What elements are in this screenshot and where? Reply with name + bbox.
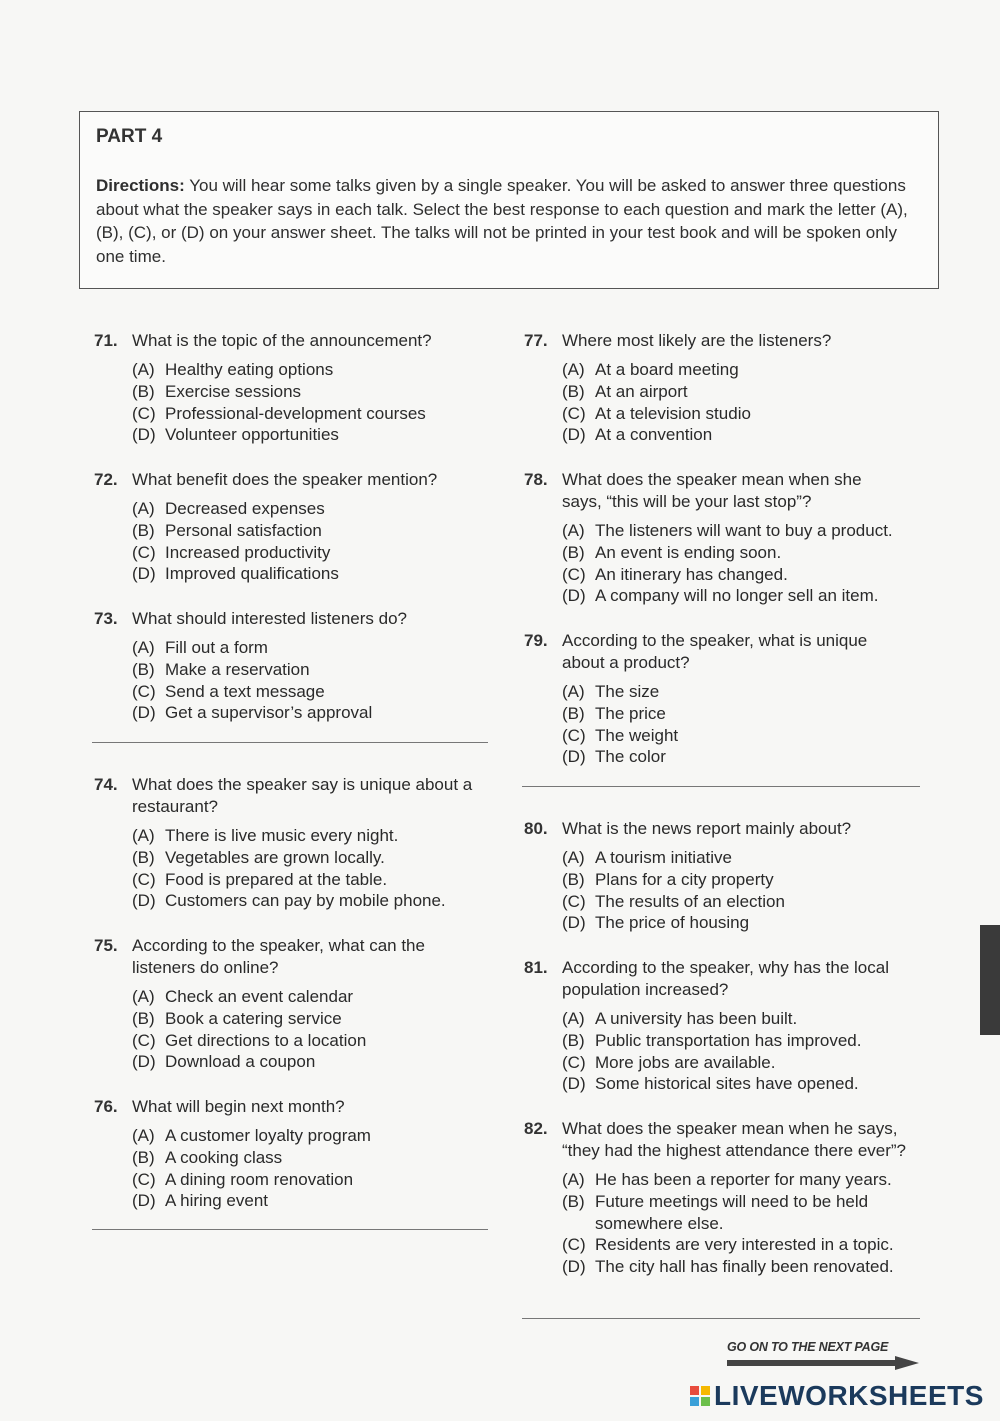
option-text: At an airport bbox=[595, 381, 688, 401]
option[interactable] bbox=[562, 681, 924, 703]
option-text: A tourism initiative bbox=[595, 848, 732, 867]
option[interactable] bbox=[132, 681, 494, 703]
option-letter: (A) bbox=[562, 848, 585, 867]
option-letter: (A) bbox=[132, 987, 155, 1006]
option-text: Get directions to a location bbox=[165, 1030, 367, 1050]
question-82 bbox=[524, 1118, 924, 1278]
question-74 bbox=[94, 774, 494, 912]
option-text: More jobs are available. bbox=[595, 1052, 776, 1072]
option-letter: (C) bbox=[562, 1052, 586, 1072]
option[interactable] bbox=[132, 1008, 494, 1030]
option-text: The size bbox=[595, 682, 660, 701]
option-text: Download a coupon bbox=[165, 1052, 316, 1072]
option-letter: (D) bbox=[562, 586, 586, 606]
option-text: The price of housing bbox=[595, 913, 750, 933]
option[interactable] bbox=[562, 725, 924, 747]
question-text: What should interested listeners do? bbox=[132, 609, 407, 628]
option-letter: (A) bbox=[132, 1126, 155, 1145]
option-letter: (D) bbox=[132, 1191, 156, 1211]
option[interactable] bbox=[132, 563, 494, 585]
option[interactable] bbox=[132, 542, 494, 564]
option-letter: (D) bbox=[132, 891, 156, 911]
divider-left-2 bbox=[92, 1229, 488, 1230]
divider-left-1 bbox=[92, 742, 488, 743]
option-text: The city hall has finally been renovated. bbox=[595, 1257, 894, 1277]
option-text: Plans for a city property bbox=[595, 869, 774, 889]
option-text: Decreased expenses bbox=[165, 499, 325, 518]
question-number: 82. bbox=[524, 1119, 548, 1138]
question-72 bbox=[94, 469, 494, 585]
option-letter: (B) bbox=[562, 869, 585, 889]
option-letter: (C) bbox=[562, 1235, 586, 1255]
brand-logo bbox=[690, 1380, 984, 1412]
option[interactable] bbox=[132, 637, 494, 659]
option[interactable] bbox=[562, 1256, 924, 1278]
option-text: A customer loyalty program bbox=[165, 1126, 371, 1145]
option-text: The weight bbox=[595, 725, 679, 745]
question-text: According to the speaker, why has the local population increased? bbox=[562, 958, 889, 999]
question-text: What does the speaker mean when she says, “this will be your last stop”? bbox=[562, 470, 862, 511]
option[interactable] bbox=[132, 359, 494, 381]
option-letter: (C) bbox=[132, 681, 156, 701]
option-text: The results of an election bbox=[595, 891, 785, 911]
question-77 bbox=[524, 330, 924, 446]
question-75 bbox=[94, 935, 494, 1073]
option[interactable] bbox=[562, 381, 924, 403]
option[interactable] bbox=[562, 359, 924, 381]
option-text: Professional-development courses bbox=[165, 403, 426, 423]
option[interactable] bbox=[132, 659, 494, 681]
question-text: What will begin next month? bbox=[132, 1097, 345, 1116]
divider-right-1 bbox=[522, 786, 920, 787]
option-letter: (A) bbox=[562, 682, 585, 701]
option-text: An event is ending soon. bbox=[595, 542, 782, 562]
option-text: A hiring event bbox=[165, 1191, 269, 1211]
option-text: Healthy eating options bbox=[165, 360, 334, 379]
next-page-label: GO ON TO THE NEXT PAGE bbox=[727, 1340, 889, 1354]
option-text: Get a supervisor’s approval bbox=[165, 703, 373, 723]
option-letter: (B) bbox=[132, 520, 155, 540]
directions-body: You will hear some talks given by a single speaker. You will be asked to answer three questions about what the speaker says in each talk. Select the best response to each question and mark the letter (A), (B), (C), or (D) on your answer sheet. The talks will not be printed in your test book and will be spoken only one time. bbox=[96, 176, 908, 266]
option-letter: (C) bbox=[132, 869, 156, 889]
option[interactable] bbox=[132, 702, 494, 724]
option[interactable] bbox=[562, 847, 924, 869]
option[interactable] bbox=[562, 1169, 924, 1191]
option-letter: (A) bbox=[132, 638, 155, 657]
option[interactable] bbox=[562, 542, 924, 564]
option-text: The listeners will want to buy a product. bbox=[595, 521, 893, 540]
option[interactable] bbox=[132, 1125, 494, 1147]
option[interactable] bbox=[132, 1147, 494, 1169]
option[interactable] bbox=[132, 403, 494, 425]
directions-box bbox=[79, 111, 939, 289]
option-letter: (D) bbox=[132, 1052, 156, 1072]
option-letter: (C) bbox=[132, 1030, 156, 1050]
option-text: At a television studio bbox=[595, 403, 751, 423]
question-number: 78. bbox=[524, 470, 548, 489]
question-79 bbox=[524, 630, 924, 768]
option-text: Increased productivity bbox=[165, 542, 331, 562]
option-text: Future meetings will need to be held somewhere else. bbox=[595, 1191, 869, 1233]
option[interactable] bbox=[132, 986, 494, 1008]
option-letter: (A) bbox=[132, 826, 155, 845]
option[interactable] bbox=[132, 381, 494, 403]
option-text: There is live music every night. bbox=[165, 826, 399, 845]
option-letter: (B) bbox=[562, 542, 585, 562]
option-letter: (B) bbox=[132, 659, 155, 679]
option[interactable] bbox=[562, 869, 924, 891]
question-71 bbox=[94, 330, 494, 446]
part-title: PART 4 bbox=[96, 126, 163, 147]
question-number: 72. bbox=[94, 470, 118, 489]
directions-text bbox=[96, 174, 922, 268]
question-76 bbox=[94, 1096, 494, 1212]
option-text: Personal satisfaction bbox=[165, 520, 322, 540]
option-text: Some historical sites have opened. bbox=[595, 1074, 859, 1094]
option-text: Food is prepared at the table. bbox=[165, 869, 388, 889]
question-73 bbox=[94, 608, 494, 724]
option-letter: (A) bbox=[132, 499, 155, 518]
question-81 bbox=[524, 957, 924, 1095]
option-text: He has been a reporter for many years. bbox=[595, 1170, 892, 1189]
question-number: 76. bbox=[94, 1097, 118, 1116]
option-text: Customers can pay by mobile phone. bbox=[165, 891, 446, 911]
option[interactable] bbox=[562, 746, 924, 768]
question-text: Where most likely are the listeners? bbox=[562, 331, 832, 350]
option-letter: (D) bbox=[132, 703, 156, 723]
option[interactable] bbox=[562, 424, 924, 446]
option-text: Check an event calendar bbox=[165, 987, 354, 1006]
question-text: What does the speaker say is unique about a restaurant? bbox=[132, 775, 473, 816]
option[interactable] bbox=[562, 1191, 924, 1235]
option[interactable] bbox=[132, 869, 494, 891]
option-text: The color bbox=[595, 747, 666, 767]
option-letter: (A) bbox=[132, 360, 155, 379]
option-text: Make a reservation bbox=[165, 659, 310, 679]
question-number: 81. bbox=[524, 958, 548, 977]
side-tab bbox=[980, 925, 1000, 1035]
option-letter: (C) bbox=[132, 542, 156, 562]
option-letter: (A) bbox=[562, 1170, 585, 1189]
option-letter: (A) bbox=[562, 1009, 585, 1028]
option-text: At a board meeting bbox=[595, 360, 739, 379]
option-letter: (B) bbox=[132, 1008, 155, 1028]
question-number: 77. bbox=[524, 331, 548, 350]
question-78 bbox=[524, 469, 924, 607]
option-text: At a convention bbox=[595, 425, 713, 445]
option[interactable] bbox=[562, 585, 924, 607]
option-letter: (B) bbox=[132, 847, 155, 867]
option[interactable] bbox=[132, 890, 494, 912]
option[interactable] bbox=[562, 912, 924, 934]
option[interactable] bbox=[132, 1051, 494, 1073]
brand-squares-icon bbox=[690, 1386, 710, 1406]
option-letter: (B) bbox=[132, 1147, 155, 1167]
option-text: Volunteer opportunities bbox=[165, 425, 339, 445]
option[interactable] bbox=[132, 825, 494, 847]
option-letter: (B) bbox=[132, 381, 155, 401]
option-text: Fill out a form bbox=[165, 638, 268, 657]
option[interactable] bbox=[562, 1073, 924, 1095]
option[interactable] bbox=[132, 498, 494, 520]
right-arrow-icon bbox=[727, 1356, 919, 1370]
option-letter: (B) bbox=[562, 1030, 585, 1050]
option-text: A university has been built. bbox=[595, 1009, 798, 1028]
option[interactable] bbox=[562, 1052, 924, 1074]
option-letter: (D) bbox=[562, 425, 586, 445]
question-number: 71. bbox=[94, 331, 118, 350]
brand-text: LIVEWORKSHEETS bbox=[714, 1380, 984, 1411]
option[interactable] bbox=[562, 1008, 924, 1030]
option-letter: (A) bbox=[562, 360, 585, 379]
option-text: An itinerary has changed. bbox=[595, 564, 788, 584]
option-text: Exercise sessions bbox=[165, 381, 302, 401]
option-letter: (B) bbox=[562, 1191, 585, 1211]
option-letter: (A) bbox=[562, 521, 585, 540]
divider-right-2 bbox=[522, 1318, 920, 1319]
option-text: Residents are very interested in a topic. bbox=[595, 1235, 894, 1255]
option-letter: (D) bbox=[562, 913, 586, 933]
question-number: 73. bbox=[94, 609, 118, 628]
option-letter: (D) bbox=[562, 1074, 586, 1094]
option-letter: (D) bbox=[132, 564, 156, 584]
option-text: Vegetables are grown locally. bbox=[165, 847, 385, 867]
option[interactable] bbox=[562, 703, 924, 725]
option-letter: (C) bbox=[132, 1169, 156, 1189]
option[interactable] bbox=[562, 1030, 924, 1052]
question-80 bbox=[524, 818, 924, 934]
question-number: 79. bbox=[524, 631, 548, 650]
question-number: 80. bbox=[524, 819, 548, 838]
option[interactable] bbox=[132, 424, 494, 446]
option-letter: (D) bbox=[562, 1257, 586, 1277]
option-text: The price bbox=[595, 703, 666, 723]
option-letter: (D) bbox=[132, 425, 156, 445]
option-letter: (B) bbox=[562, 703, 585, 723]
option[interactable] bbox=[132, 1169, 494, 1191]
question-text: What does the speaker mean when he says, “they had the highest attendance there ever”? bbox=[562, 1119, 907, 1160]
question-number: 75. bbox=[94, 936, 118, 955]
option-text: Improved qualifications bbox=[165, 564, 339, 584]
option[interactable] bbox=[132, 847, 494, 869]
option-letter: (C) bbox=[562, 403, 586, 423]
option[interactable] bbox=[562, 891, 924, 913]
option-text: A company will no longer sell an item. bbox=[595, 586, 879, 606]
question-text: According to the speaker, what can the listeners do online? bbox=[132, 936, 425, 977]
option[interactable] bbox=[562, 520, 924, 542]
question-text: What benefit does the speaker mention? bbox=[132, 470, 438, 489]
option[interactable] bbox=[132, 1030, 494, 1052]
question-text: According to the speaker, what is unique about a product? bbox=[562, 631, 868, 672]
option-letter: (C) bbox=[132, 403, 156, 423]
option[interactable] bbox=[562, 1234, 924, 1256]
option-text: A cooking class bbox=[165, 1147, 283, 1167]
option-text: Book a catering service bbox=[165, 1008, 342, 1028]
directions-label: Directions: bbox=[96, 176, 185, 195]
option-text: Public transportation has improved. bbox=[595, 1030, 862, 1050]
option[interactable] bbox=[132, 520, 494, 542]
option[interactable] bbox=[132, 1190, 494, 1212]
option-letter: (C) bbox=[562, 725, 586, 745]
option[interactable] bbox=[562, 564, 924, 586]
option-letter: (C) bbox=[562, 891, 586, 911]
question-text: What is the news report mainly about? bbox=[562, 819, 852, 838]
option[interactable] bbox=[562, 403, 924, 425]
question-number: 74. bbox=[94, 775, 118, 794]
option-letter: (C) bbox=[562, 564, 586, 584]
option-letter: (B) bbox=[562, 381, 585, 401]
option-letter: (D) bbox=[562, 747, 586, 767]
option-text: A dining room renovation bbox=[165, 1169, 354, 1189]
option-text: Send a text message bbox=[165, 681, 325, 701]
question-text: What is the topic of the announcement? bbox=[132, 331, 432, 350]
